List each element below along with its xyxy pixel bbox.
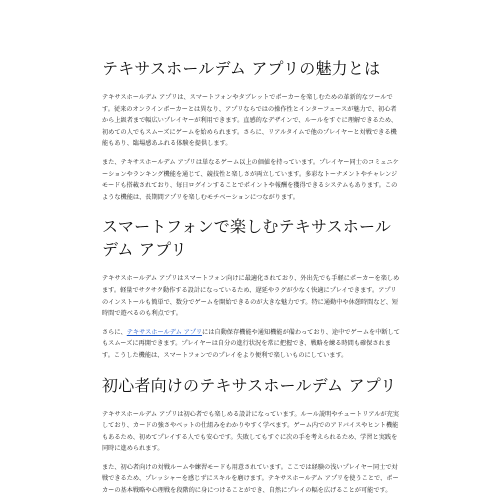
paragraph-text: さらに、 — [102, 328, 127, 336]
paragraph: テキサスホールデム アプリは、スマートフォンやタブレットでポーカーを楽しむための革新的なツールです。従来のオンラインポーカーとは異なり、アプリならではの操作性とインターフェースが魅力で、初心者から上級者まで幅広いプレイヤーが利用できます。直感的なデザインで、ルールをすぐに理解できるため、初めての人でもスムーズにゲームを始められます。さらに、リアルタイムで他のプレイヤーと対戦できる機能もあり、臨場感あふれる体験を提供します。 — [102, 94, 398, 148]
paragraph: また、テキサスホールデム アプリは単なるゲーム以上の価値を持っています。プレイヤー同士のコミュニケーションやランキング機能を通じて、競技性と楽しさが両立しています。多彩なトーナメントやチャレンジモードも搭載されており、毎日ログインすることでポイントや報酬を獲得できるシステムもあります。このような機能は、長期間アプリを楽しむモチベーションにつながります。 — [102, 158, 399, 201]
section-heading-beginners: 初心者向けのテキサスホールデム アプリ — [102, 375, 397, 395]
paragraph-text: には自動保存機能や通知機能が備わっており、途中でゲームを中断してもスムーズに再開できます。プレイヤーは自分の進行状況を常に把握でき、戦略を練る時間も確保されます。こうした機能は、スマートフォンでのプレイをより便利で楽しいものにしています。 — [102, 328, 400, 359]
paragraph: テキサスホールデム アプリは初心者でも楽しめる設計になっています。ルール説明やチュートリアルが充実しており、カードの強さやベットの仕組みをわかりやすく学べます。ゲーム内でのアドバイスやヒント機能もあるため、初めてプレイする人でも安心です。失敗してもすぐに次の手を考えられるため、学習と実践を同時に進められます。 — [102, 410, 399, 453]
paragraph: また、初心者向けの対戦ルームや練習モードも用意されています。ここでは経験の浅いプレイヤー同士で対戦できるため、プレッシャーを感じずにスキルを磨けます。テキサスホールデム アプリを使うことで、ポーカーの基本戦略や心理戦を段階的に身につけることができ、自然にプレイの幅を広げることが可能です。 — [102, 463, 399, 495]
section-heading-smartphone: スマートフォンで楽しむテキサスホールデム アプリ — [102, 217, 392, 260]
app-link[interactable]: テキサスホールデム アプリ — [126, 328, 203, 336]
paragraph: テキサスホールデム アプリはスマートフォン向けに最適化されており、外出先でも手軽にポーカーを楽しめます。軽量でサクサク動作する設計になっているため、遅延やラグが少なく快適にプレイできます。アプリのインストールも簡単で、数分でゲームを開始できるのが大きな魅力です。特に通勤中や休憩時間など、短時間で遊べるのも利点です。 — [102, 275, 400, 318]
paragraph-with-link — [102, 327, 400, 362]
section-heading-appeal: テキサスホールデム アプリの魅力とは — [102, 59, 381, 78]
